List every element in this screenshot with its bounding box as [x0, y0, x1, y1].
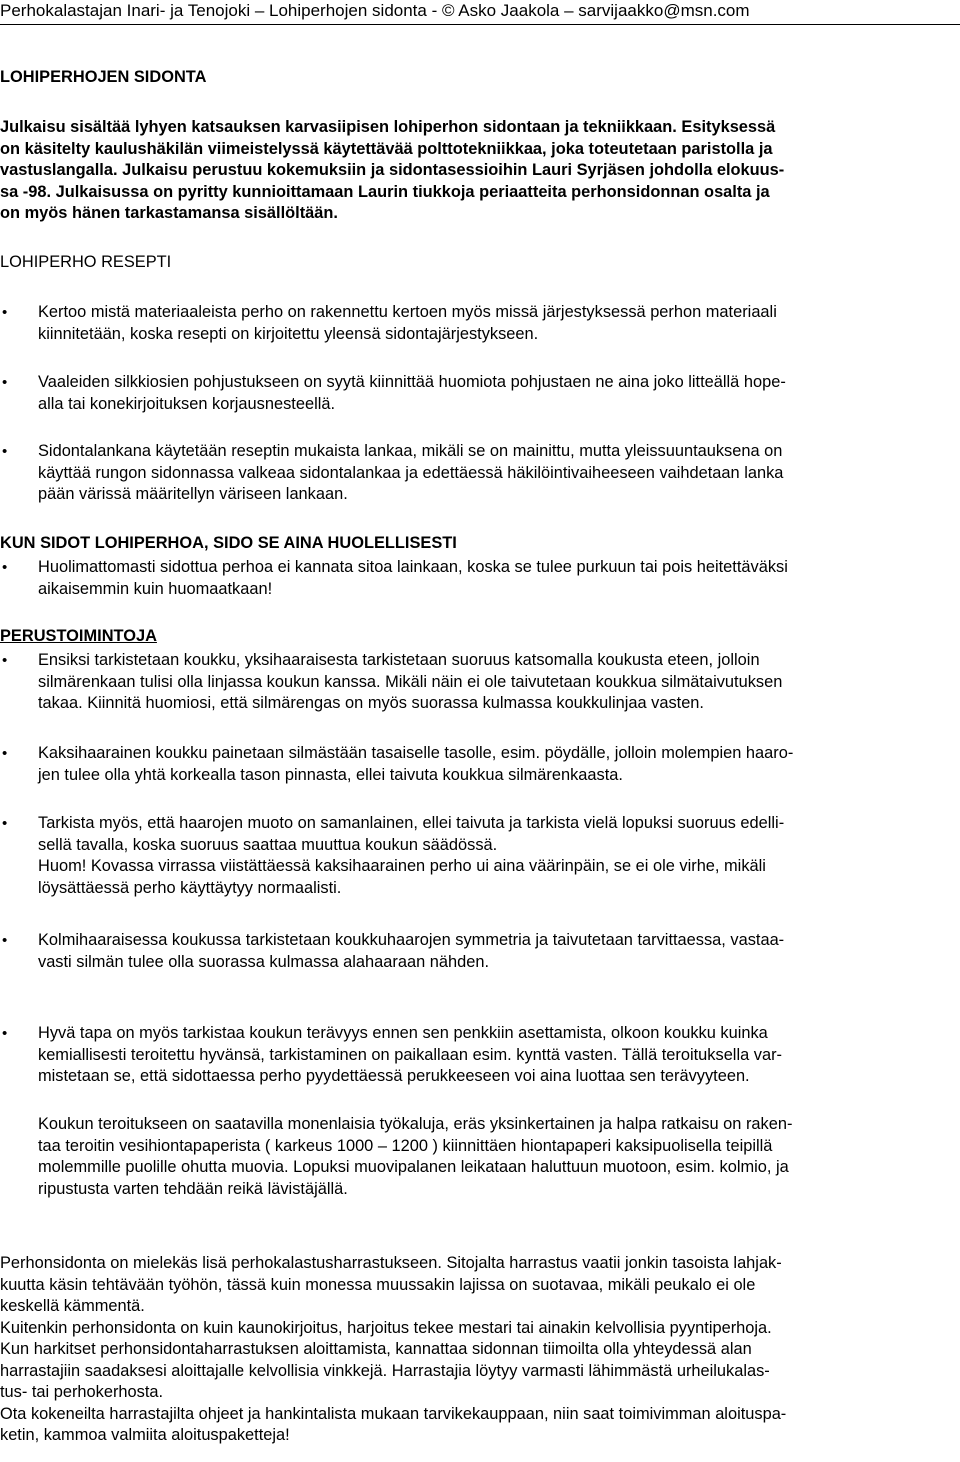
recipe-heading: LOHIPERHO RESEPTI [0, 253, 172, 271]
intro-line: on käsitelty kaulushäkilän viimeistelyssä käytettävää polttotekniikkaa, joka toteutetaan paristolla ja [0, 139, 773, 158]
list-item-line: Kolmihaaraisessa koukussa tarkistetaan koukkuhaarojen symmetria ja taivutetaan tarvittaessa, vastaa- [38, 931, 785, 949]
page-header: Perhokalastajan Inari- ja Tenojoki – Lohiperhojen sidonta - © Asko Jaakola – sarvijaakko@msn.com [0, 1, 750, 20]
list-item-line: Kertoo mistä materiaaleista perho on rakennettu kertoen myös missä järjestyksessä perhon materiaali [38, 303, 777, 321]
bullet-icon: • [2, 304, 8, 321]
list-item-line: sellä tavalla, koska suoruus saattaa muuttua koukun säädössä. [38, 835, 498, 854]
paragraph-line: harrastajiin saadaksesi aloittajalle kelvollisia vinkkejä. Harrastajia löytyy varmasti lähimmästä urheilukalas- [0, 1361, 770, 1380]
list-item-line: Tarkista myös, että haarojen muoto on samanlainen, ellei taivuta ja tarkista vielä lopuksi suoruus edelli- [38, 814, 785, 832]
bullet-icon: • [2, 443, 8, 460]
intro-line: on myös hänen tarkastamansa sisällöltään. [0, 204, 338, 222]
closing-paragraph [0, 1253, 958, 1447]
paragraph-line: Perhonsidonta on mielekäs lisä perhokalastusharrastukseen. Sitojalta harrastus vaatii jonkin tasoista lahjak- [0, 1254, 782, 1272]
list-item-line: mistetaan se, että sidottaessa perho pyydettäessä perukkeeseen voi aina luottaa sen terävyyteen. [38, 1067, 750, 1085]
intro-line: sa -98. Julkaisussa on pyritty kunnioittamaan Laurin tiukkoja periaatteita perhonsidonnan osalta ja [0, 182, 770, 201]
list-item-line: Vaaleiden silkkiosien pohjustukseen on syytä kiinnittää huomiota pohjustaen ne aina joko litteällä hope- [38, 373, 786, 391]
list-item-line: löysättäessä perho käyttäytyy normaalisti. [38, 878, 342, 897]
list-item-line: vasti silmän tulee olla suorassa kulmassa alahaaraan nähden. [38, 952, 490, 971]
list-item-line: takaa. Kiinnitä huomiosi, että silmärengas on myös suorassa kulmassa koukkulinjaa vasten. [38, 694, 704, 712]
careful-heading: KUN SIDOT LOHIPERHOA, SIDO SE AINA HUOLELLISESTI [0, 534, 457, 552]
paragraph-line: taa teroitin vesihiontapaperista ( karkeus 1000 – 1200 ) kiinnittäen hiontapaperi kaksipuolisella teipillä [38, 1136, 773, 1155]
list-item-line: Huom! Kovassa virrassa viistättäessä kaksihaarainen perho ui aina väärinpäin, se ei ole virhe, mikäli [38, 857, 766, 875]
bullet-icon: • [2, 652, 8, 669]
list-item-line: Huolimattomasti sidottua perhoa ei kannata sitoa lainkaan, koska se tulee purkuun tai pois heitettäväksi [38, 558, 788, 576]
intro-line: Julkaisu sisältää lyhyen katsauksen karvasiipisen lohiperhon sidontaan ja tekniikkaan. Esityksessä [0, 118, 776, 136]
list-item-line: Kaksihaarainen koukku painetaan silmästään tasaiselle tasolle, esim. pöydälle, jolloin molempien haaro- [38, 744, 794, 762]
list-item-line: Hyvä tapa on myös tarkistaa koukun terävyys ennen sen penkkiin asettamista, olkoon koukku kuinka [38, 1024, 768, 1042]
list-item-line: silmärenkaan tulisi olla linjassa koukun kanssa. Mikäli näin ei ole taivutetaan koukkua silmätaivutuksen [38, 672, 783, 691]
list-item-line: kiinnitetään, koska resepti on kirjoitettu yleensä sidontajärjestykseen. [38, 324, 539, 343]
bullet-icon: • [2, 559, 8, 576]
paragraph-line: tus- tai perhokerhosta. [0, 1383, 164, 1401]
document-title: LOHIPERHOJEN SIDONTA [0, 68, 207, 86]
paragraph-line: Ota kokeneilta harrastajilta ohjeet ja hankintalista mukaan tarvikekauppaan, niin saat toimivimman aloituspa- [0, 1404, 787, 1423]
list-item-line: Ensiksi tarkistetaan koukku, yksihaaraisesta tarkistetaan suoruus katsomalla koukusta eteen, jolloin [38, 651, 760, 669]
header-rule [0, 24, 960, 25]
list-item-line: alla tai konekirjoituksen korjausnesteellä. [38, 394, 336, 413]
list-item-line: käyttää rungon sidonnassa valkeaa sidontalankaa ja edettäessä häkilöintivaiheeseen vaihdetaan lanka [38, 463, 784, 482]
list-item-line: jen tulee olla yhtä korkealla tason pinnasta, ellei taivuta koukkua silmärenkaasta. [38, 765, 623, 784]
bullet-icon: • [2, 815, 8, 832]
sharpening-paragraph [38, 1114, 956, 1200]
intro-paragraph [0, 117, 958, 225]
paragraph-line: molemmille puolille ohutta muovia. Lopuksi muovipalanen leikataan haluttuun muotoon, esim. kolmio, ja [38, 1158, 789, 1176]
list-item-line: Sidontalankana käytetään reseptin mukaista lankaa, mikäli se on mainittu, mutta yleissuuntauksena on [38, 442, 783, 460]
intro-line: vastuslangalla. Julkaisu perustuu kokemuksiin ja sidontasessioihin Lauri Syrjäsen johdolla elokuus- [0, 161, 785, 179]
paragraph-line: ketin, kammoa valmiita aloituspaketteja! [0, 1426, 290, 1444]
basics-heading: PERUSTOIMINTOJA [0, 627, 157, 645]
paragraph-line: ripustusta varten tehdään reikä lävistäjällä. [38, 1179, 348, 1198]
list-item-line: pään värissä määritellyn väriseen lankaan. [38, 485, 348, 503]
paragraph-line: keskellä kämmentä. [0, 1297, 145, 1315]
bullet-icon: • [2, 1025, 8, 1042]
paragraph-line: Kun harkitset perhonsidontaharrastuksen aloittamista, kannattaa sidonnan tiimoilta olla yhteydessä alan [0, 1340, 752, 1358]
bullet-icon: • [2, 745, 8, 762]
bullet-icon: • [2, 374, 8, 391]
bullet-icon: • [2, 932, 8, 949]
list-item-line: kemiallisesti teroitettu hyvänsä, tarkistaminen on paikallaan esim. kynttä vasten. Tällä teroituksella var- [38, 1045, 782, 1064]
paragraph-line: Kuitenkin perhonsidonta on kuin kaunokirjoitus, harjoitus tekee mestari tai ainakin kelvollisia pyyntiperhoja. [0, 1318, 772, 1337]
list-item-line: aikaisemmin kuin huomaatkaan! [38, 579, 273, 598]
paragraph-line: Koukun teroitukseen on saatavilla monenlaisia työkaluja, eräs yksinkertainen ja halpa ratkaisu on raken- [38, 1115, 793, 1133]
paragraph-line: kuutta käsin tehtävään työhön, tässä kuin monessa muussakin lajissa on suotavaa, mikäli peukalo ei ole [0, 1275, 756, 1294]
